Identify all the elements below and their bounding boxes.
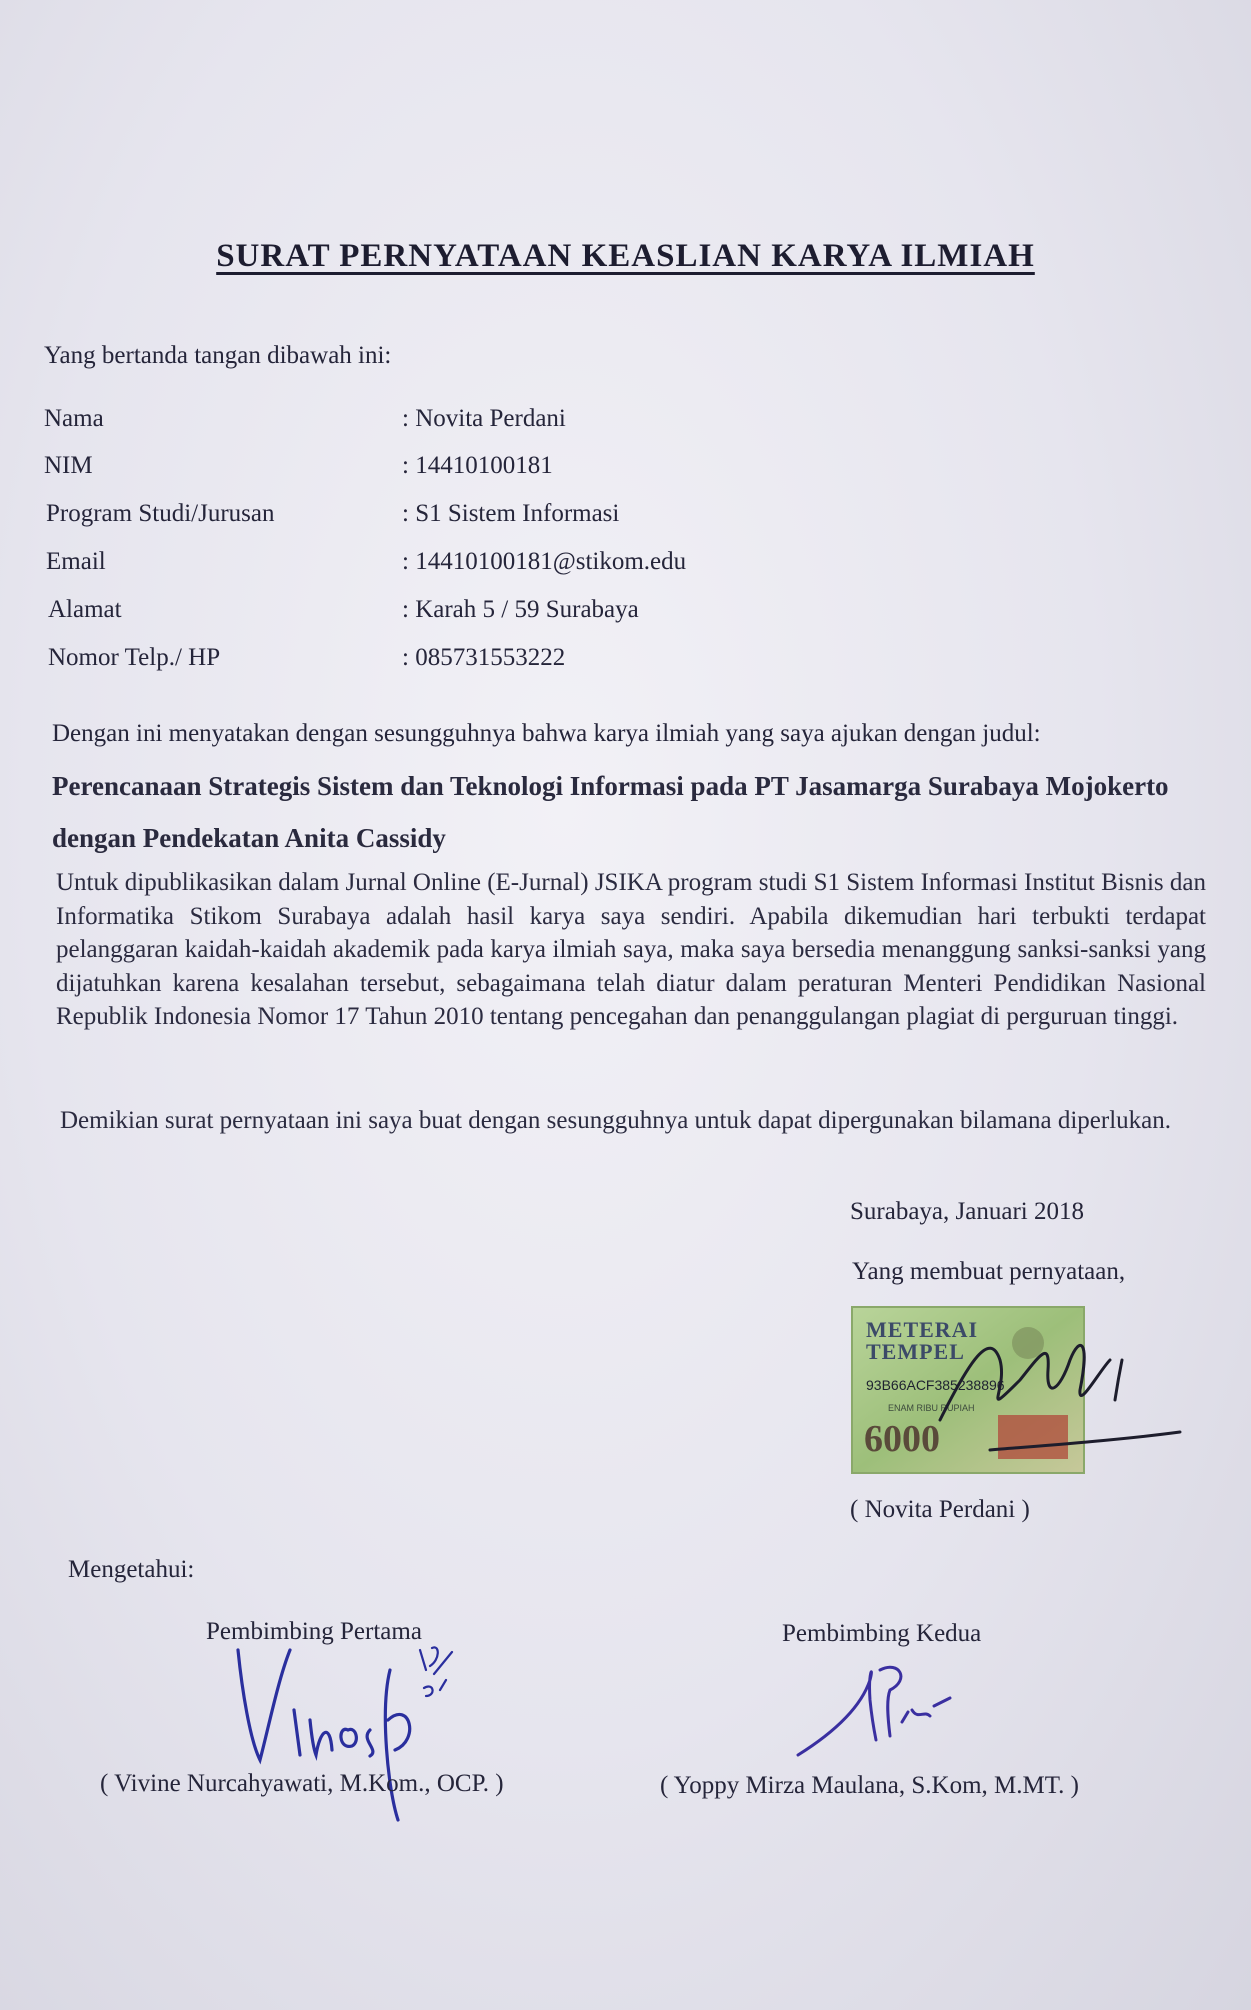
- document-title: SURAT PERNYATAAN KEASLIAN KARYA ILMIAH: [216, 238, 1035, 274]
- identity-label-alamat: Alamat: [48, 596, 122, 623]
- declaration-paragraph: Untuk dipublikasikan dalam Jurnal Online (E-Jurnal) JSIKA program studi S1 Sistem Informasi Institut Bisnis dan Informatika Stikom Surabaya adalah hasil karya saya sendiri. Apabila dikemudian hari terbukti terdapat pelanggaran kaidah-kaidah akademik pada karya ilmiah saya, maka saya bersedia menanggung sanksi-sanksi yang dijatuhkan karena kesalahan tersebut, sebagaimana telah diatur dalam peraturan Menteri Pendidikan Nasional Republik Indonesia Nomor 17 Tahun 2010 tentang pencegahan dan penanggulangan plagiat di perguruan tinggi.: [56, 869, 1206, 1030]
- identity-label-nim: NIM: [44, 452, 93, 479]
- identity-label-nama: Nama: [44, 405, 104, 432]
- statement-intro: Dengan ini menyatakan dengan sesungguhnya bahwa karya ilmiah yang saya ajukan dengan judul:: [52, 720, 1041, 747]
- acknowledged-label: Mengetahui:: [68, 1556, 195, 1583]
- stamp-line2: TEMPEL: [866, 1339, 965, 1364]
- declarant-name: ( Novita Perdani ): [850, 1496, 1030, 1523]
- supervisor1-name: ( Vivine Nurcahyawati, M.Kom., OCP. ): [100, 1770, 504, 1797]
- identity-value-program: : S1 Sistem Informasi: [402, 500, 620, 527]
- supervisor2-signature: [790, 1640, 970, 1770]
- identity-value-nim: : 14410100181: [402, 452, 553, 479]
- identity-label-program: Program Studi/Jurusan: [46, 500, 275, 527]
- supervisor2-name: ( Yoppy Mirza Maulana, S.Kom, M.MT. ): [660, 1772, 1079, 1799]
- stamp-denomination-words: ENAM RIBU RUPIAH: [888, 1403, 975, 1413]
- identity-label-phone: Nomor Telp./ HP: [48, 644, 221, 671]
- supervisor1-signature: [220, 1630, 470, 1830]
- closing-paragraph: Demikian surat pernyataan ini saya buat dengan sesungguhnya untuk dapat dipergunakan bilamana diperlukan.: [60, 1107, 1172, 1134]
- intro-text: Yang bertanda tangan dibawah ini:: [44, 342, 392, 369]
- identity-value-alamat: : Karah 5 / 59 Surabaya: [402, 596, 639, 623]
- place-date: Surabaya, Januari 2018: [850, 1198, 1084, 1225]
- thesis-title: Perencanaan Strategis Sistem dan Teknologi Informasi pada PT Jasamarga Surabaya Mojokerto dengan Pendekatan Anita Cassidy: [52, 771, 1169, 853]
- stamp-denomination: 6000: [864, 1418, 940, 1460]
- identity-value-phone: : 085731553222: [402, 644, 566, 671]
- identity-value-email: : 14410100181@stikom.edu: [402, 548, 687, 575]
- identity-value-nama: : Novita Perdani: [402, 405, 566, 432]
- declarant-signature: [930, 1300, 1190, 1470]
- stamp-line1: METERAI: [866, 1317, 979, 1342]
- supervisor1-role: Pembimbing Pertama: [206, 1618, 422, 1645]
- declarant-label: Yang membuat pernyataan,: [852, 1258, 1126, 1285]
- stamp-serial: 93B66ACF385238896: [866, 1377, 1005, 1393]
- supervisor2-role: Pembimbing Kedua: [782, 1620, 982, 1647]
- identity-label-email: Email: [46, 548, 106, 575]
